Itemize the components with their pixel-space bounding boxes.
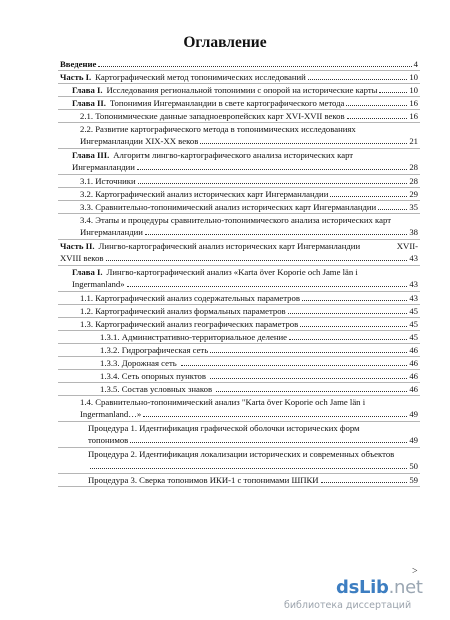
toc-entry[interactable]	[58, 175, 420, 188]
toc-part-label: Глава I.	[72, 85, 103, 95]
toc-entry[interactable]	[58, 305, 420, 318]
toc-page-number: 16	[409, 111, 418, 121]
toc-leader	[143, 416, 407, 417]
toc-entry[interactable]	[58, 214, 420, 240]
toc-text: Введение	[60, 59, 97, 69]
toc-page-number: 43	[409, 279, 418, 289]
toc-text: 3.3. Сравнительно-топонимический анализ исторических карт Ингерманландии	[80, 202, 377, 212]
toc-page-number: 49	[409, 435, 418, 445]
toc-leader	[346, 105, 407, 106]
toc-part-label: Часть I.	[60, 72, 92, 82]
toc-entry[interactable]	[58, 383, 420, 396]
toc-text: Ингерманландии XIX-XX веков	[80, 136, 199, 146]
toc-leader	[145, 234, 407, 235]
toc-page-number: 45	[409, 306, 418, 316]
corner-arrow-icon: ˃	[412, 566, 418, 577]
toc-text: 2.2. Развитие картографического метода в топонимических исследованиях	[80, 124, 356, 134]
toc-entry[interactable]	[58, 71, 420, 84]
toc-leader	[300, 326, 407, 327]
toc-leader	[98, 66, 411, 67]
toc-entry[interactable]	[58, 422, 420, 448]
toc-text: 1.1. Картографический анализ содержательных параметров	[80, 293, 300, 303]
toc-entry[interactable]	[58, 474, 420, 487]
toc-entry[interactable]	[58, 110, 420, 123]
toc-leader	[210, 378, 407, 379]
toc-page-number: 10	[409, 72, 418, 82]
toc-text: Исследования региональной топонимии с опорой на исторические карты	[106, 85, 378, 95]
toc-text: Процедура 3. Сверка топонимов ИКИ-1 с топонимами ШПКИ	[88, 475, 319, 485]
toc-text: XVIII веков	[60, 253, 104, 263]
toc-entry[interactable]	[58, 97, 420, 110]
toc-text: Лингво-картографический анализ «Karta över Koporie och Jame län i	[106, 267, 358, 277]
toc-text: 1.3.3. Дорожная сеть	[100, 358, 177, 368]
toc-leader	[288, 313, 408, 314]
toc-page-number: 45	[409, 319, 418, 329]
watermark[interactable]	[284, 577, 423, 611]
toc-text: 3.2. Картографический анализ исторических карт Ингерманландии	[80, 189, 329, 199]
toc-entry[interactable]	[58, 58, 420, 71]
toc-page-number: 43	[409, 293, 418, 303]
toc-text: Ингерманландии	[72, 162, 135, 172]
toc-entry[interactable]	[58, 266, 420, 292]
toc-entry[interactable]	[58, 370, 420, 383]
toc-page-number: 50	[409, 461, 418, 471]
toc-text: 1.2. Картографический анализ формальных параметров	[80, 306, 286, 316]
toc-page-number: 46	[409, 345, 418, 355]
toc-leader	[138, 183, 408, 184]
toc-entry[interactable]	[58, 357, 420, 370]
toc-text: Процедура 2. Идентификация локализации исторических и современных объектов	[88, 449, 395, 459]
toc-entry[interactable]	[58, 292, 420, 305]
toc-text: 1.3. Картографический анализ географических параметров	[80, 319, 299, 329]
toc-text: 1.3.4. Сеть опорных пунктов	[100, 371, 206, 381]
toc-text: 1.4. Сравнительно-топонимический анализ "Karta över Koporie och Jame län i	[80, 397, 366, 407]
toc-page-number: 46	[409, 384, 418, 394]
toc-text: 1.3.1. Административно-территориальное деление	[100, 332, 288, 342]
toc-leader	[200, 143, 407, 144]
toc-text: 3.1. Источники	[80, 176, 136, 186]
toc-entry[interactable]	[58, 344, 420, 357]
toc-page-number: 35	[409, 202, 418, 212]
toc-text: Алгоритм лингво-картографического анализа исторических карт	[113, 150, 354, 160]
watermark-subtitle: библиотека диссертаций	[284, 600, 412, 611]
toc-leader	[90, 468, 407, 469]
toc-page-number: 16	[409, 98, 418, 108]
toc-part-label: Глава II.	[72, 98, 106, 108]
toc-entry[interactable]	[58, 149, 420, 175]
toc-page-number: 59	[409, 475, 418, 485]
toc-page-number: 4	[413, 59, 418, 69]
toc-leader	[181, 365, 407, 366]
toc-entry[interactable]	[58, 188, 420, 201]
toc-text: Лингво-картографический анализ исторических карт Ингерманландии	[98, 241, 361, 251]
toc-text: Топонимия Ингерманландии в свете картографического метода	[109, 98, 345, 108]
toc-leader	[347, 118, 408, 119]
toc-text: 1.3.2. Гидрографическая сеть	[100, 345, 209, 355]
toc-leader	[330, 196, 407, 197]
toc-page-number: 28	[409, 162, 418, 172]
toc-page-number: 46	[409, 358, 418, 368]
toc-leader	[308, 79, 407, 80]
toc-leader	[210, 352, 407, 353]
toc-text: 2.1. Топонимические данные западноевропейских карт XVI-XVII веков	[80, 111, 345, 121]
toc-text: Ingermanland…»	[80, 409, 142, 419]
toc-page-number: 21	[409, 136, 418, 146]
toc-entry[interactable]	[58, 123, 420, 149]
toc-page-number: 28	[409, 176, 418, 186]
toc-text: Картографический метод топонимических исследований	[95, 72, 306, 82]
toc-leader	[216, 391, 407, 392]
watermark-logo: dsLib.net	[336, 577, 423, 598]
toc-part-label: Часть II.	[60, 241, 95, 251]
toc-page-number: 45	[409, 332, 418, 342]
toc-page-number: 49	[409, 409, 418, 419]
toc-entry[interactable]	[58, 201, 420, 214]
toc-page-number: 38	[409, 227, 418, 237]
toc-leader	[127, 286, 408, 287]
toc-text: XVII-	[396, 241, 418, 251]
toc-entry[interactable]	[58, 396, 420, 422]
toc-entry[interactable]	[58, 318, 420, 331]
toc-text: Ingermanland»	[72, 279, 125, 289]
toc-leader	[137, 169, 407, 170]
toc-part-label: Глава III.	[72, 150, 110, 160]
toc-page-number: 29	[409, 189, 418, 199]
toc-entry[interactable]	[58, 448, 420, 474]
toc-text: Процедура 1. Идентификация графической оболочки исторических форм	[88, 423, 360, 433]
toc-leader	[302, 300, 407, 301]
toc-leader	[130, 442, 407, 443]
toc-leader	[106, 260, 408, 261]
toc-leader	[379, 92, 407, 93]
toc-page-number: 43	[409, 253, 418, 263]
toc-entry[interactable]	[58, 331, 420, 344]
toc-page-number: 10	[409, 85, 418, 95]
toc-leader	[321, 482, 408, 483]
toc-page-number: 46	[409, 371, 418, 381]
toc-part-label: Глава I.	[72, 267, 103, 277]
toc-text: Ингерманландии	[80, 227, 143, 237]
toc-text: 1.3.5. Состав условных знаков	[100, 384, 213, 394]
toc-entry[interactable]	[58, 84, 420, 97]
toc-entry[interactable]	[58, 240, 420, 266]
toc-leader	[289, 339, 407, 340]
page-title: Оглавление	[183, 34, 267, 51]
toc-leader	[378, 209, 407, 210]
toc-text: топонимов	[88, 435, 129, 445]
toc-text: 3.4. Этапы и процедуры сравнительно-топонимического анализа исторических карт	[80, 215, 392, 225]
